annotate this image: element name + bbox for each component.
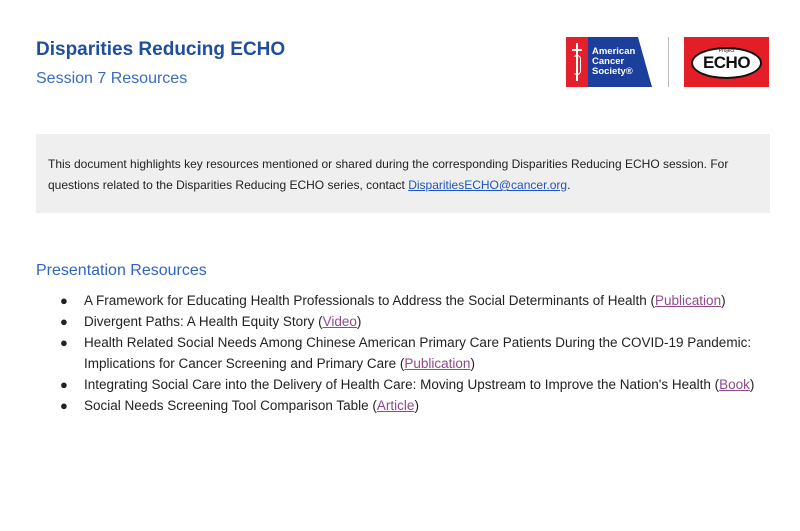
resource-link[interactable]: Video bbox=[322, 314, 357, 329]
bullet-icon: ● bbox=[60, 377, 68, 392]
project-echo-logo bbox=[684, 37, 769, 87]
acs-logo-line-2: Cancer bbox=[592, 56, 625, 67]
list-item: ● Divergent Paths: A Health Equity Story (Video) bbox=[36, 311, 770, 332]
echo-logo-project-label: Project bbox=[718, 48, 735, 54]
acs-sword-icon bbox=[566, 37, 588, 87]
contact-email-link[interactable]: DisparitiesECHO@cancer.org bbox=[408, 178, 568, 192]
resource-list bbox=[36, 290, 770, 416]
resource-link[interactable]: Book bbox=[719, 377, 750, 392]
section-heading: Presentation Resources bbox=[36, 262, 207, 279]
acs-logo-line-3: Society® bbox=[592, 66, 633, 77]
logo-divider bbox=[668, 37, 669, 87]
acs-logo-slant bbox=[638, 37, 652, 87]
resource-title: Divergent Paths: A Health Equity Story bbox=[84, 314, 315, 329]
document-title: Disparities Reducing ECHO bbox=[36, 39, 286, 60]
resource-title: Health Related Social Needs Among Chinese American Primary Care Patients During the COVID-19 Pandemic: Implications for Cancer Screening and Primary Care bbox=[84, 335, 752, 371]
list-item: ● A Framework for Educating Health Professionals to Address the Social Determinants of Health (Publication) bbox=[36, 290, 770, 311]
list-item: ● Integrating Social Care into the Delivery of Health Care: Moving Upstream to Improve the Nation's Health (Book) bbox=[36, 374, 770, 395]
bullet-icon: ● bbox=[60, 398, 68, 413]
list-item: ● Health Related Social Needs Among Chinese American Primary Care Patients During the COVID-19 Pandemic: Implications for Cancer Screening and Primary Care (Publication) bbox=[36, 332, 770, 374]
bullet-icon: ● bbox=[60, 314, 68, 329]
acs-logo-line-1: American bbox=[592, 46, 636, 57]
list-item: ● Social Needs Screening Tool Comparison Table (Article) bbox=[36, 395, 770, 416]
resource-link[interactable]: Publication bbox=[404, 356, 471, 371]
info-text-end: . bbox=[567, 178, 571, 192]
info-paragraph bbox=[48, 154, 758, 196]
bullet-icon: ● bbox=[60, 293, 68, 308]
info-text: This document highlights key resources mentioned or shared during the corresponding Disparities Reducing ECHO session. For questions related to the Disparities Reducing ECHO series, contact bbox=[48, 157, 729, 192]
resource-link[interactable]: Publication bbox=[655, 293, 722, 308]
resource-title: Social Needs Screening Tool Comparison Table bbox=[84, 398, 369, 413]
document-subtitle: Session 7 Resources bbox=[36, 70, 188, 87]
info-box bbox=[36, 134, 770, 213]
bullet-icon: ● bbox=[60, 335, 68, 350]
resource-link[interactable]: Article bbox=[376, 398, 415, 413]
resource-title: Integrating Social Care into the Delivery of Health Care: Moving Upstream to Improve the Nation's Health bbox=[84, 377, 711, 392]
echo-logo-word: ECHO bbox=[702, 53, 751, 72]
resource-title: A Framework for Educating Health Professionals to Address the Social Determinants of Health bbox=[84, 293, 647, 308]
